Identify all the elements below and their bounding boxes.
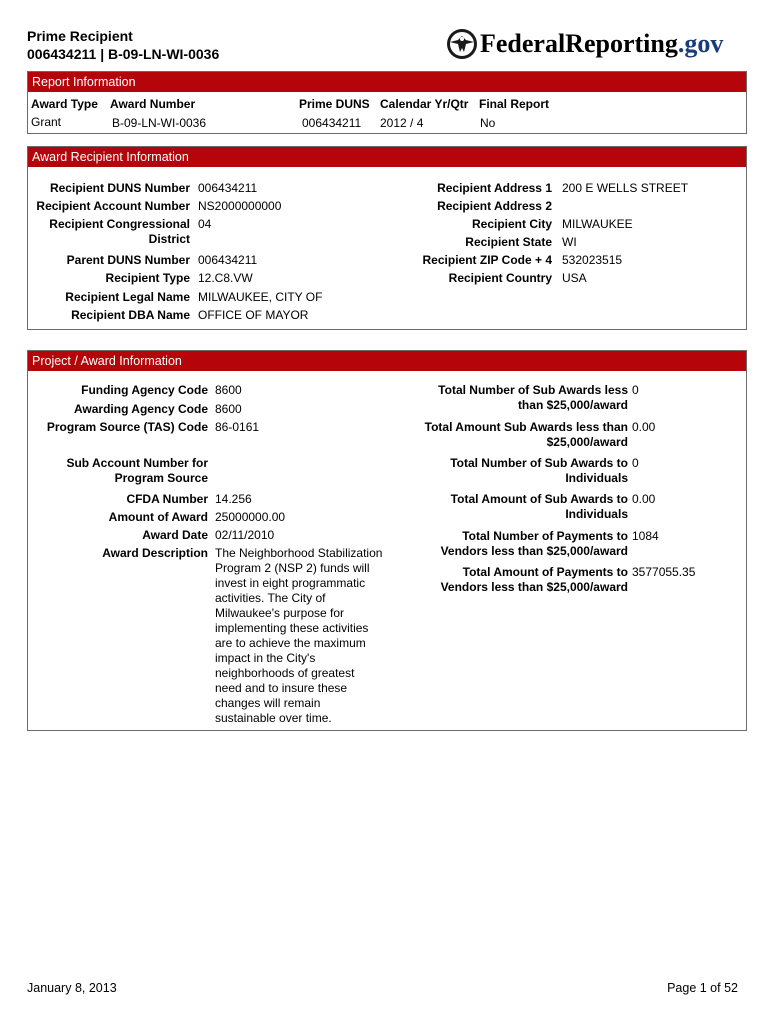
label-num-payments-vendors	[441, 529, 628, 559]
value-funding-agency-code: 8600	[215, 383, 242, 397]
label-recipient-duns: Recipient DUNS Number	[49, 181, 190, 195]
val-award-type: Grant	[31, 115, 62, 129]
col-award-number: Award Number	[110, 97, 196, 111]
title-line-2: 006434211 | B-09-LN-WI-0036	[27, 46, 220, 62]
label-cfda-number: CFDA Number	[126, 492, 208, 506]
footer-page-number: Page 1 of 52	[667, 981, 738, 995]
label-amount-sub-awards-less	[425, 420, 628, 450]
project-award-section	[27, 350, 747, 731]
description-line: The Neighborhood Stabilization	[215, 546, 383, 560]
label-parent-duns: Parent DUNS Number	[66, 253, 190, 267]
value-award-description	[215, 546, 382, 726]
label-state: Recipient State	[465, 235, 552, 249]
label-address-1: Recipient Address 1	[437, 181, 552, 195]
label-num-sub-awards-less	[438, 383, 628, 413]
description-line: neighborhoods of greatest	[215, 666, 355, 680]
value-num-sub-awards-less: 0	[632, 383, 639, 397]
label-line-1: Total Amount Sub Awards less than	[424, 420, 628, 434]
logo-text-tld: .gov	[677, 29, 724, 58]
value-num-payments-vendors: 1084	[632, 529, 659, 543]
value-city: MILWAUKEE	[562, 217, 633, 231]
value-cfda-number: 14.256	[215, 492, 252, 506]
section-bar: Project / Award Information	[28, 351, 746, 371]
label-line-1: Recipient Congressional	[49, 217, 190, 231]
label-line-2: than $25,000/award	[517, 398, 628, 412]
value-state: WI	[562, 235, 577, 249]
description-line: are to achieve the maximum	[215, 636, 366, 650]
label-line-1: Total Amount of Payments to	[462, 565, 628, 579]
value-parent-duns: 006434211	[198, 253, 258, 267]
label-num-sub-awards-individuals	[450, 456, 628, 486]
value-amount-of-award: 25000000.00	[215, 510, 286, 524]
award-recipient-section	[27, 146, 747, 330]
value-dba-name: OFFICE OF MAYOR	[198, 308, 309, 322]
description-line: need and to insure these	[215, 681, 348, 695]
description-line: invest in eight programmatic	[215, 576, 366, 590]
value-congressional-district: 04	[198, 217, 212, 231]
page-title	[27, 27, 219, 63]
label-tas-code: Program Source (TAS) Code	[46, 420, 208, 434]
value-tas-code: 86-0161	[215, 420, 260, 434]
report-information-section	[27, 71, 747, 134]
label-city: Recipient City	[471, 217, 552, 231]
label-line-2: $25,000/award	[546, 435, 628, 449]
label-award-description: Award Description	[102, 546, 208, 560]
label-line-2: Individuals	[565, 507, 628, 521]
label-awarding-agency-code: Awarding Agency Code	[73, 402, 208, 416]
value-num-sub-awards-individuals: 0	[632, 456, 639, 470]
logo-text-main: FederalReporting	[480, 29, 678, 58]
description-line: implementing these activities	[215, 621, 369, 635]
label-line-1: Total Amount of Sub Awards to	[450, 492, 628, 506]
label-legal-name: Recipient Legal Name	[65, 290, 190, 304]
val-calendar-qtr: 2012 / 4	[380, 116, 424, 130]
label-line-2: Vendors less than $25,000/award	[440, 544, 628, 558]
col-final-report: Final Report	[479, 97, 550, 111]
footer-date: January 8, 2013	[27, 981, 117, 995]
label-address-2: Recipient Address 2	[437, 199, 552, 213]
eagle-seal-icon	[446, 28, 478, 60]
value-country: USA	[562, 271, 587, 285]
label-country: Recipient Country	[448, 271, 552, 285]
label-award-date: Award Date	[142, 528, 208, 542]
value-zip: 532023515	[562, 253, 623, 267]
label-line-1: Total Number of Sub Awards to	[450, 456, 628, 470]
label-line-2: District	[148, 232, 190, 246]
label-line-2: Individuals	[565, 471, 628, 485]
description-line: Milwaukee's purpose for	[215, 606, 345, 620]
label-congressional-district	[49, 217, 190, 247]
section-bar: Award Recipient Information	[28, 147, 746, 167]
value-recipient-duns: 006434211	[198, 181, 258, 195]
description-line: Program 2 (NSP 2) funds will	[215, 561, 370, 575]
label-funding-agency-code: Funding Agency Code	[81, 383, 208, 397]
col-prime-duns: Prime DUNS	[299, 97, 370, 111]
description-line: sustainable over time.	[215, 711, 332, 725]
section-bar: Report Information	[28, 72, 746, 92]
label-line-1: Total Number of Sub Awards less	[438, 383, 628, 397]
value-amount-payments-vendors: 3577055.35	[632, 565, 696, 579]
label-sub-account-number	[66, 456, 208, 486]
label-line-2: Program Source	[114, 471, 208, 485]
logo-text	[480, 29, 723, 59]
value-address-1: 200 E WELLS STREET	[562, 181, 689, 195]
value-award-date: 02/11/2010	[215, 528, 275, 542]
value-amount-sub-awards-individuals: 0.00	[632, 492, 656, 506]
label-dba-name: Recipient DBA Name	[71, 308, 190, 322]
val-prime-duns: 006434211	[302, 116, 362, 130]
label-line-1: Sub Account Number for	[66, 456, 208, 470]
value-amount-sub-awards-less: 0.00	[632, 420, 656, 434]
label-recipient-account: Recipient Account Number	[36, 199, 190, 213]
label-zip: Recipient ZIP Code + 4	[422, 253, 552, 267]
value-legal-name: MILWAUKEE, CITY OF	[198, 290, 323, 304]
value-awarding-agency-code: 8600	[215, 402, 242, 416]
val-award-number: B-09-LN-WI-0036	[112, 116, 207, 130]
federalreporting-logo	[446, 26, 750, 62]
value-recipient-account: NS2000000000	[198, 199, 282, 213]
label-amount-payments-vendors	[441, 565, 628, 595]
label-line-1: Total Number of Payments to	[462, 529, 628, 543]
label-amount-sub-awards-individuals	[451, 492, 628, 522]
val-final-report: No	[480, 116, 496, 130]
label-recipient-type: Recipient Type	[105, 271, 190, 285]
label-amount-of-award: Amount of Award	[108, 510, 208, 524]
value-recipient-type: 12.C8.VW	[198, 271, 253, 285]
description-line: changes will remain	[215, 696, 321, 710]
col-calendar-qtr: Calendar Yr/Qtr	[380, 97, 469, 111]
description-line: activities. The City of	[215, 591, 326, 605]
description-line: impact in the City's	[215, 651, 316, 665]
label-line-2: Vendors less than $25,000/award	[440, 580, 628, 594]
col-award-type: Award Type	[31, 97, 98, 111]
title-line-1: Prime Recipient	[27, 28, 133, 44]
